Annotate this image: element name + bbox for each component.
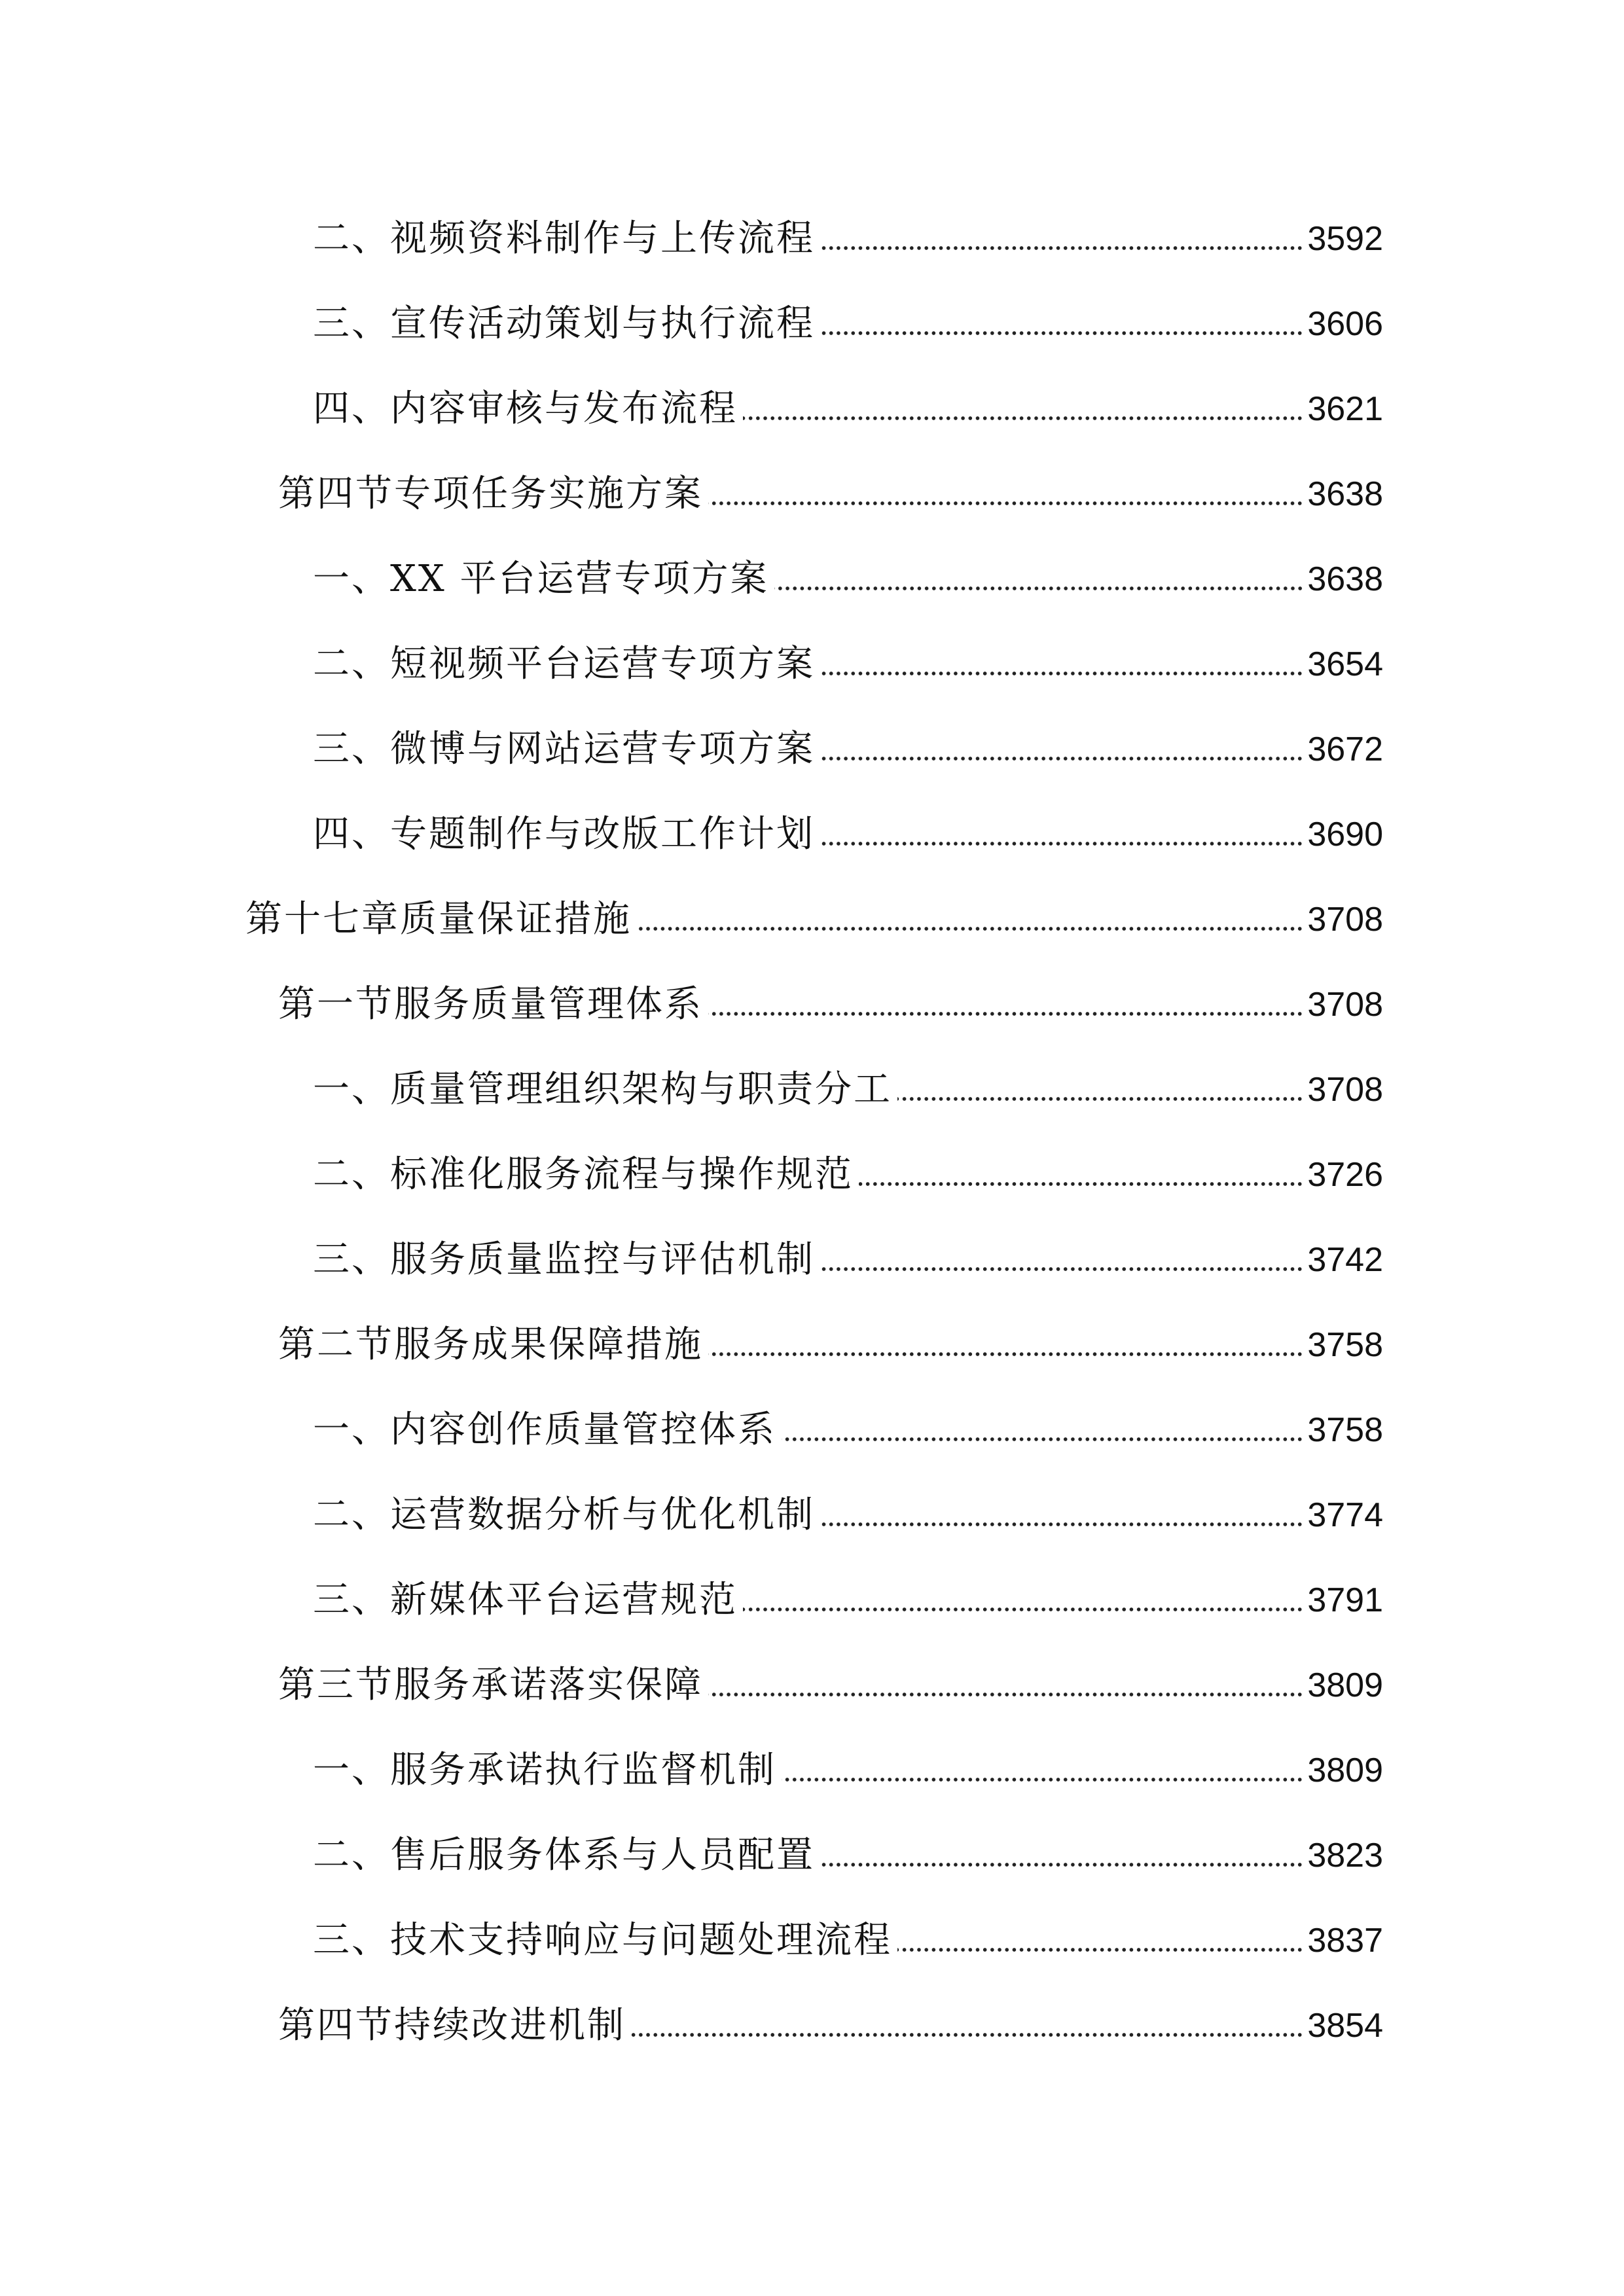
toc-entry-page-number: 3621	[1307, 390, 1383, 428]
toc-entry[interactable]	[313, 1401, 1383, 1460]
toc-entry[interactable]	[313, 1741, 1383, 1800]
toc-entry-title: 第一节服务质量管理体系	[278, 983, 703, 1026]
dot-leader	[708, 1345, 1303, 1363]
dot-leader	[708, 1005, 1303, 1023]
toc-entry-title: 三、技术支持响应与问题处理流程	[313, 1919, 892, 1962]
toc-entry-page-number: 3758	[1307, 1411, 1383, 1449]
toc-entry[interactable]	[313, 380, 1383, 439]
toc-entry-page-number: 3708	[1307, 901, 1383, 939]
toc-entry-page-number: 3654	[1307, 645, 1383, 683]
dot-leader	[631, 2026, 1303, 2044]
toc-entry-title: 四、专题制作与改版工作计划	[313, 813, 815, 855]
dot-leader	[820, 324, 1303, 342]
dot-leader	[708, 1685, 1303, 1704]
toc-entry-title: 一、服务承诺执行监督机制	[313, 1749, 776, 1791]
toc-entry-page-number: 3742	[1307, 1241, 1383, 1279]
toc-entry[interactable]	[313, 1826, 1383, 1885]
toc-entry[interactable]	[245, 890, 1383, 949]
toc-entry-title: 一、内容创作质量管控体系	[313, 1408, 776, 1451]
toc-entry[interactable]	[278, 1996, 1383, 2055]
toc-entry-page-number: 3823	[1307, 1837, 1383, 1874]
toc-entry[interactable]	[313, 209, 1383, 268]
dot-leader	[859, 1175, 1303, 1193]
toc-entry-page-number: 3708	[1307, 986, 1383, 1024]
toc-entry-page-number: 3791	[1307, 1581, 1383, 1619]
toc-entry-title: 二、标准化服务流程与操作规范	[313, 1153, 854, 1196]
toc-entry[interactable]	[313, 1060, 1383, 1119]
dot-leader	[820, 834, 1303, 853]
dot-leader	[820, 664, 1303, 683]
toc-entry-title: 二、售后服务体系与人员配置	[313, 1834, 815, 1876]
toc-entry-title: 二、运营数据分析与优化机制	[313, 1494, 815, 1536]
toc-entry-page-number: 3708	[1307, 1071, 1383, 1109]
toc-entry-title: 第四节专项任务实施方案	[278, 473, 703, 515]
toc-entry-page-number: 3638	[1307, 475, 1383, 513]
dot-leader	[897, 1941, 1303, 1959]
toc-entry-title: 一、质量管理组织架构与职责分工	[313, 1068, 892, 1111]
toc-entry-page-number: 3690	[1307, 816, 1383, 853]
toc-entry-title: 第三节服务承诺落实保障	[278, 1664, 703, 1706]
toc-entry-page-number: 3774	[1307, 1496, 1383, 1534]
toc-entry-page-number: 3854	[1307, 2007, 1383, 2045]
dot-leader	[782, 1770, 1303, 1789]
toc-entry[interactable]	[313, 295, 1383, 353]
toc-entry[interactable]	[313, 1486, 1383, 1545]
dot-leader	[637, 920, 1303, 938]
dot-leader	[897, 1090, 1303, 1108]
toc-entry-page-number: 3726	[1307, 1156, 1383, 1194]
toc-entry-title: 三、服务质量监控与评估机制	[313, 1238, 815, 1281]
toc-entry[interactable]	[278, 465, 1383, 524]
toc-entry[interactable]	[278, 975, 1383, 1034]
toc-entry-title: 一、XX 平台运营专项方案	[313, 558, 769, 600]
toc-entry-title: 四、内容审核与发布流程	[313, 387, 738, 430]
toc-entry-title: 三、新媒体平台运营规范	[313, 1579, 738, 1621]
dot-leader	[820, 1260, 1303, 1278]
toc-entry-title: 二、短视频平台运营专项方案	[313, 643, 815, 685]
toc-entry[interactable]	[278, 1656, 1383, 1715]
dot-leader	[743, 1600, 1303, 1619]
dot-leader	[708, 494, 1303, 512]
toc-entry-title: 三、微博与网站运营专项方案	[313, 728, 815, 770]
toc-entry[interactable]	[313, 805, 1383, 864]
dot-leader	[820, 1515, 1303, 1534]
toc-entry-page-number: 3672	[1307, 730, 1383, 768]
toc-entry[interactable]	[313, 1145, 1383, 1204]
toc-entry-title: 第四节持续改进机制	[278, 2004, 626, 2047]
toc-entry[interactable]	[313, 1230, 1383, 1289]
toc-entry-page-number: 3592	[1307, 220, 1383, 258]
toc-entry[interactable]	[313, 1911, 1383, 1970]
toc-entry[interactable]	[278, 1316, 1383, 1374]
toc-entry[interactable]	[313, 1571, 1383, 1630]
toc-entry-page-number: 3758	[1307, 1326, 1383, 1364]
dot-leader	[820, 1856, 1303, 1874]
toc-entry-page-number: 3809	[1307, 1666, 1383, 1704]
toc-entry-title: 三、宣传活动策划与执行流程	[313, 302, 815, 345]
toc-entry-page-number: 3837	[1307, 1922, 1383, 1960]
toc-entry-page-number: 3638	[1307, 560, 1383, 598]
toc-entry-page-number: 3809	[1307, 1751, 1383, 1789]
dot-leader	[820, 239, 1303, 257]
toc-entry[interactable]	[313, 550, 1383, 609]
toc-entry-title: 二、视频资料制作与上传流程	[313, 217, 815, 260]
dot-leader	[782, 1430, 1303, 1448]
dot-leader	[820, 749, 1303, 768]
toc-entry[interactable]	[313, 635, 1383, 694]
dot-leader	[743, 409, 1303, 427]
toc-entry-page-number: 3606	[1307, 305, 1383, 343]
toc-entry-title: 第二节服务成果保障措施	[278, 1323, 703, 1366]
toc-entry[interactable]	[313, 720, 1383, 779]
toc-entry-title: 第十七章质量保证措施	[245, 898, 632, 941]
dot-leader	[774, 579, 1304, 598]
